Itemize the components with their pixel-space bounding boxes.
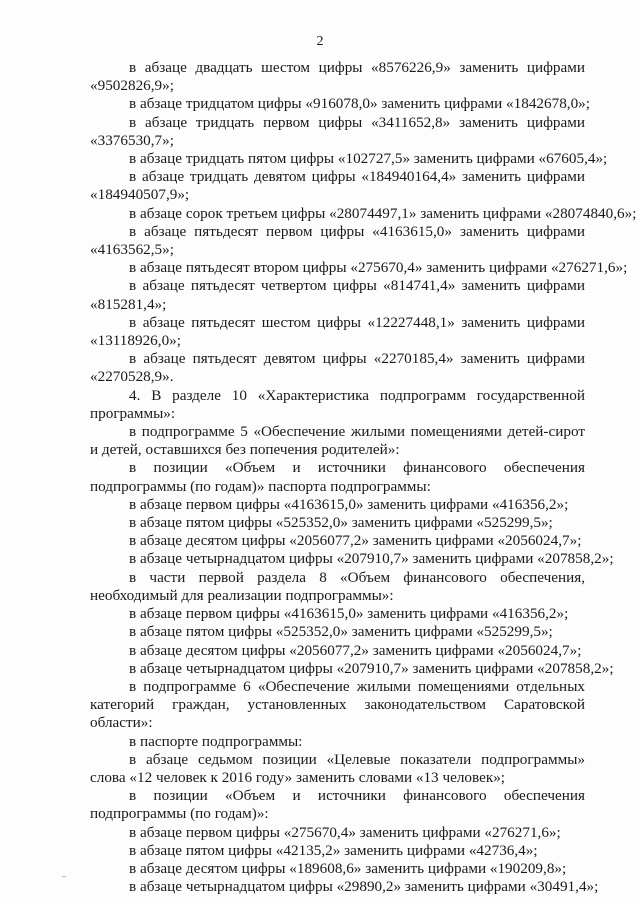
document-paragraph: в абзаце первом цифры «4163615,0» заменить цифрами «416356,2»; xyxy=(129,495,569,513)
document-paragraph: 4. В разделе 10 «Характеристика подпрограмм государственной программы»: xyxy=(90,386,585,422)
scan-mark xyxy=(62,876,66,877)
document-paragraph: в абзаце сорок третьем цифры «28074497,1» заменить цифрами «28074840,6»; xyxy=(129,204,637,222)
document-paragraph: в абзаце пятом цифры «525352,0» заменить цифрами «525299,5»; xyxy=(129,623,553,641)
document-paragraph: в абзаце пятьдесят первом цифры «4163615,0» заменить цифрами «4163562,5»; xyxy=(90,222,585,259)
document-paragraph: в абзаце пятьдесят шестом цифры «12227448,1» заменить цифрами «13118926,0»; xyxy=(90,313,585,350)
document-body xyxy=(90,59,637,896)
document-paragraph: в абзаце десятом цифры «189608,6» заменить цифрами «190209,8»; xyxy=(129,859,567,877)
document-paragraph: в позиции «Объем и источники финансового обеспечения подпрограммы (по годам)»: xyxy=(90,787,585,823)
document-paragraph: в абзаце пятом цифры «42135,2» заменить цифрами «42736,4»; xyxy=(129,841,538,859)
document-paragraph: в абзаце пятьдесят девятом цифры «2270185,4» заменить цифрами «2270528,9». xyxy=(90,350,585,386)
document-paragraph: в абзаце четырнадцатом цифры «207910,7» заменить цифрами «207858,2»; xyxy=(129,659,614,677)
document-paragraph: в абзаце десятом цифры «2056077,2» заменить цифрами «2056024,7»; xyxy=(129,641,582,659)
document-paragraph: в паспорте подпрограммы: xyxy=(129,732,303,750)
document-paragraph: в абзаце тридцатом цифры «916078,0» заменить цифрами «1842678,0»; xyxy=(129,95,590,113)
document-paragraph: в абзаце пятьдесят четвертом цифры «814741,4» заменить цифрами «815281,4»; xyxy=(90,277,585,313)
document-paragraph: в абзаце седьмом позиции «Целевые показатели подпрограммы» слова «12 человек к 2016 году» заменить словами «13 человек»; xyxy=(90,750,585,786)
document-paragraph: в абзаце десятом цифры «2056077,2» заменить цифрами «2056024,7»; xyxy=(129,532,582,550)
document-paragraph: в части первой раздела 8 «Объем финансового обеспечения, необходимый для реализации подпрограммы»: xyxy=(90,568,585,604)
document-paragraph: в подпрограмме 6 «Обеспечение жилыми помещениями отдельных категорий граждан, установленных законодательством Саратовской области»: xyxy=(90,677,585,732)
document-paragraph: в абзаце двадцать шестом цифры «8576226,9» заменить цифрами «9502826,9»; xyxy=(90,59,585,95)
document-paragraph: в абзаце первом цифры «4163615,0» заменить цифрами «416356,2»; xyxy=(129,605,569,623)
document-paragraph: в абзаце пятьдесят втором цифры «275670,4» заменить цифрами «276271,6»; xyxy=(129,259,628,277)
document-paragraph: в абзаце пятом цифры «525352,0» заменить цифрами «525299,5»; xyxy=(129,514,553,532)
document-paragraph: в подпрограмме 5 «Обеспечение жилыми помещениями детей-сирот и детей, оставшихся без попечения родителей»: xyxy=(90,423,585,459)
document-paragraph: в абзаце четырнадцатом цифры «29890,2» заменить цифрами «30491,4»; xyxy=(129,878,599,896)
document-paragraph: в абзаце тридцать первом цифры «3411652,8» заменить цифрами «3376530,7»; xyxy=(90,113,585,149)
document-paragraph: в позиции «Объем и источники финансового обеспечения подпрограммы (по годам)» паспорта подпрограммы: xyxy=(90,459,585,495)
document-paragraph: в абзаце четырнадцатом цифры «207910,7» заменить цифрами «207858,2»; xyxy=(129,550,614,568)
page-number: 2 xyxy=(316,34,324,49)
document-paragraph: в абзаце тридцать девятом цифры «184940164,4» заменить цифрами «184940507,9»; xyxy=(90,168,585,204)
document-paragraph: в абзаце тридцать пятом цифры «102727,5» заменить цифрами «67605,4»; xyxy=(129,150,608,168)
document-paragraph: в абзаце первом цифры «275670,4» заменить цифрами «276271,6»; xyxy=(129,823,561,841)
